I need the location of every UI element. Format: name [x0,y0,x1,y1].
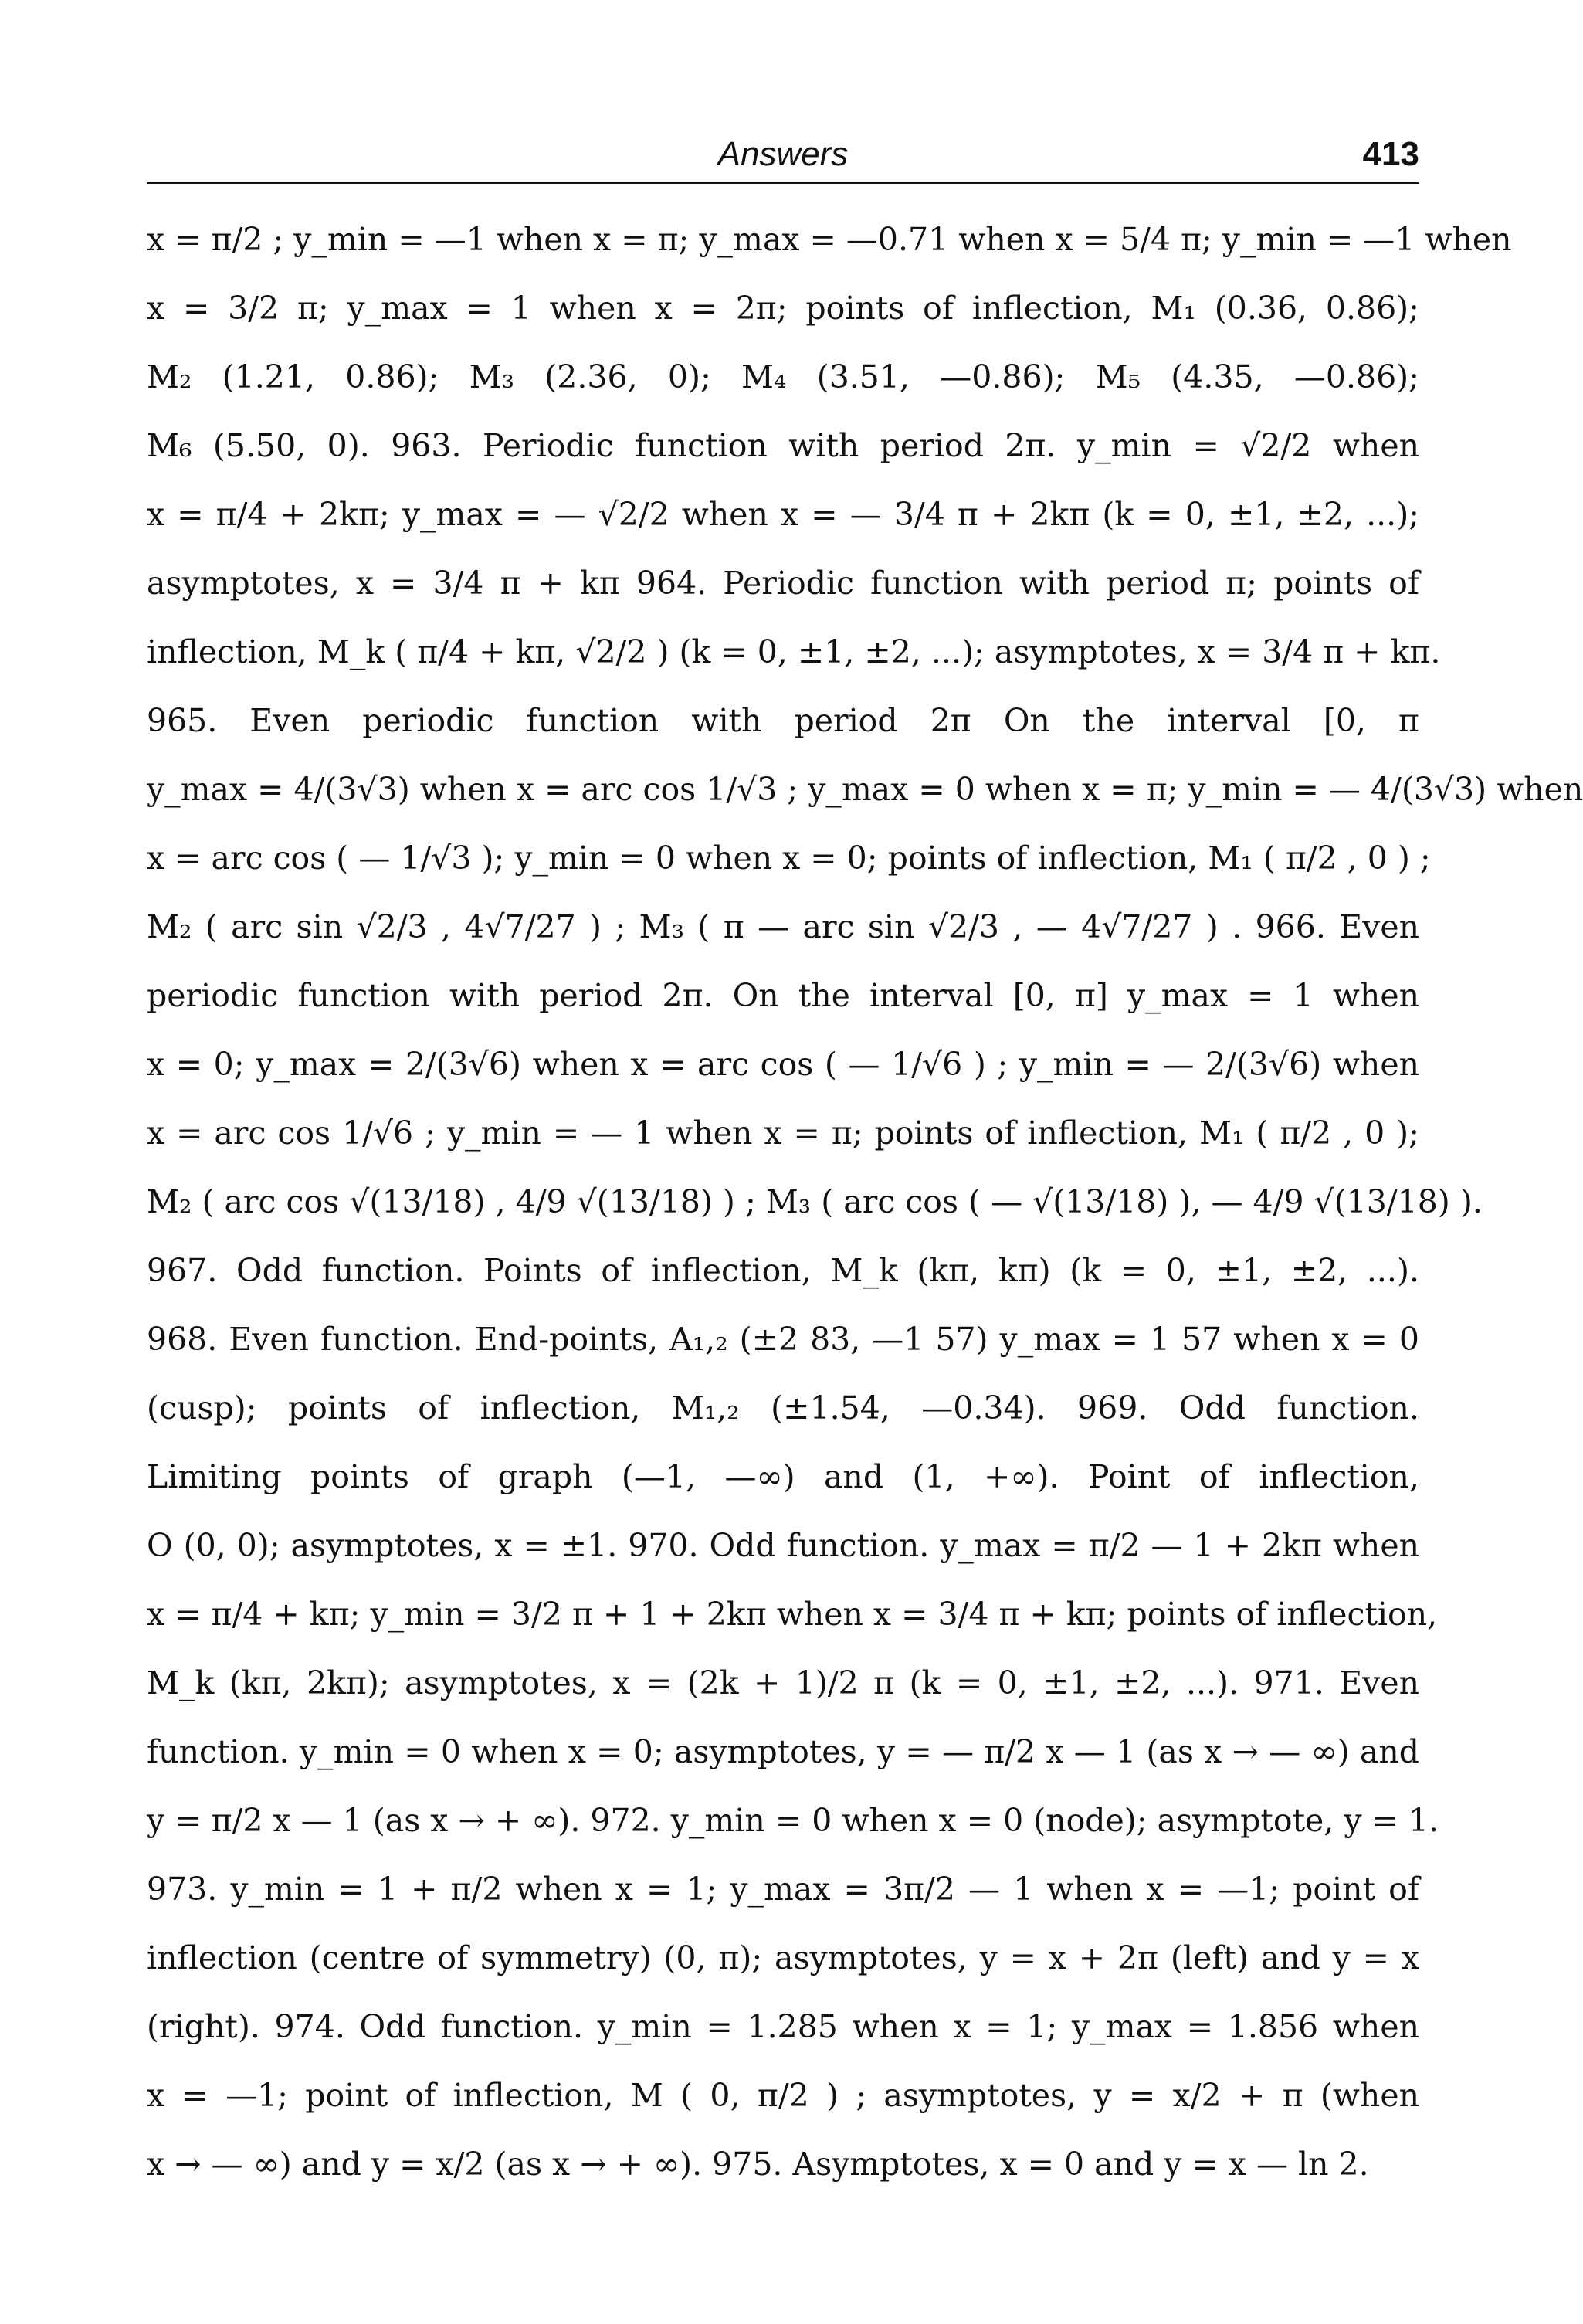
text-line: x = 3/2 π; y_max = 1 when x = 2π; points of inflection, M₁ (0.36, 0.86); [147,290,1419,327]
text-line: x = π/4 + 2kπ; y_max = — √2/2 when x = — 3/4 π + 2kπ (k = 0, ±1, ±2, ...); [147,496,1419,533]
text-line: M₆ (5.50, 0). 963. Periodic function with period 2π. y_min = √2/2 when [147,427,1419,464]
text-line: M_k (kπ, 2kπ); asymptotes, x = (2k + 1)/2 π (k = 0, ±1, ±2, ...). 971. Even [147,1664,1419,1701]
text-line: Limiting points of graph (—1, —∞) and (1, +∞). Point of inflection, [147,1458,1419,1495]
text-line: y = π/2 x — 1 (as x → + ∞). 972. y_min = 0 when x = 0 (node); asymptote, y = 1. [147,1802,1439,1839]
header-title: Answers [717,135,849,173]
text-line: (right). 974. Odd function. y_min = 1.285 when x = 1; y_max = 1.856 when [147,2008,1419,2045]
text-line: x = —1; point of inflection, M ( 0, π/2 ) ; asymptotes, y = x/2 + π (when [147,2077,1419,2114]
text-line: O (0, 0); asymptotes, x = ±1. 970. Odd function. y_max = π/2 — 1 + 2kπ when [147,1527,1419,1564]
answers-text [147,212,1583,2259]
text-line: function. y_min = 0 when x = 0; asymptotes, y = — π/2 x — 1 (as x → — ∞) and [147,1733,1419,1770]
text-line: 965. Even periodic function with period 2π On the interval [0, π [147,702,1419,739]
text-line: 968. Even function. End-points, A₁,₂ (±2 83, —1 57) y_max = 1 57 when x = 0 [147,1321,1419,1358]
text-line: inflection, M_k ( π/4 + kπ, √2/2 ) (k = 0, ±1, ±2, ...); asymptotes, x = 3/4 π + kπ. [147,633,1441,670]
text-line: x = π/2 ; y_min = —1 when x = π; y_max = —0.71 when x = 5/4 π; y_min = —1 when [147,221,1512,258]
text-line: x = arc cos ( — 1/√3 ); y_min = 0 when x = 0; points of inflection, M₁ ( π/2 , 0 ) ; [147,840,1431,877]
text-line: inflection (centre of symmetry) (0, π); asymptotes, y = x + 2π (left) and y = x [147,1939,1419,1976]
text-line: x → — ∞) and y = x/2 (as x → + ∞). 975. Asymptotes, x = 0 and y = x — ln 2. [147,2146,1369,2183]
text-line: periodic function with period 2π. On the interval [0, π] y_max = 1 when [147,977,1419,1014]
text-line: M₂ ( arc sin √2/3 , 4√7/27 ) ; M₃ ( π — arc sin √2/3 , — 4√7/27 ) . 966. Even [147,908,1419,945]
text-line: y_max = 4/(3√3) when x = arc cos 1/√3 ; y_max = 0 when x = π; y_min = — 4/(3√3) when [147,771,1583,808]
text-line: x = arc cos 1/√6 ; y_min = — 1 when x = π; points of inflection, M₁ ( π/2 , 0 ); [147,1115,1419,1152]
text-line: 973. y_min = 1 + π/2 when x = 1; y_max = 3π/2 — 1 when x = —1; point of [147,1871,1419,1908]
page-number: 413 [1362,135,1419,173]
text-line: M₂ ( arc cos √(13/18) , 4/9 √(13/18) ) ; M₃ ( arc cos ( — √(13/18) ), — 4/9 √(13/18) ). [147,1183,1483,1220]
text-line: x = 0; y_max = 2/(3√6) when x = arc cos ( — 1/√6 ) ; y_min = — 2/(3√6) when [147,1046,1419,1083]
text-line: asymptotes, x = 3/4 π + kπ 964. Periodic function with period π; points of [147,565,1419,602]
header-rule [147,182,1419,184]
text-line: x = π/4 + kπ; y_min = 3/2 π + 1 + 2kπ when x = 3/4 π + kπ; points of inflection, [147,1596,1438,1633]
text-line: 967. Odd function. Points of inflection, M_k (kπ, kπ) (k = 0, ±1, ±2, ...). [147,1252,1419,1289]
text-line: (cusp); points of inflection, M₁,₂ (±1.54, —0.34). 969. Odd function. [147,1389,1419,1427]
text-line: M₂ (1.21, 0.86); M₃ (2.36, 0); M₄ (3.51, —0.86); M₅ (4.35, —0.86); [147,358,1419,395]
